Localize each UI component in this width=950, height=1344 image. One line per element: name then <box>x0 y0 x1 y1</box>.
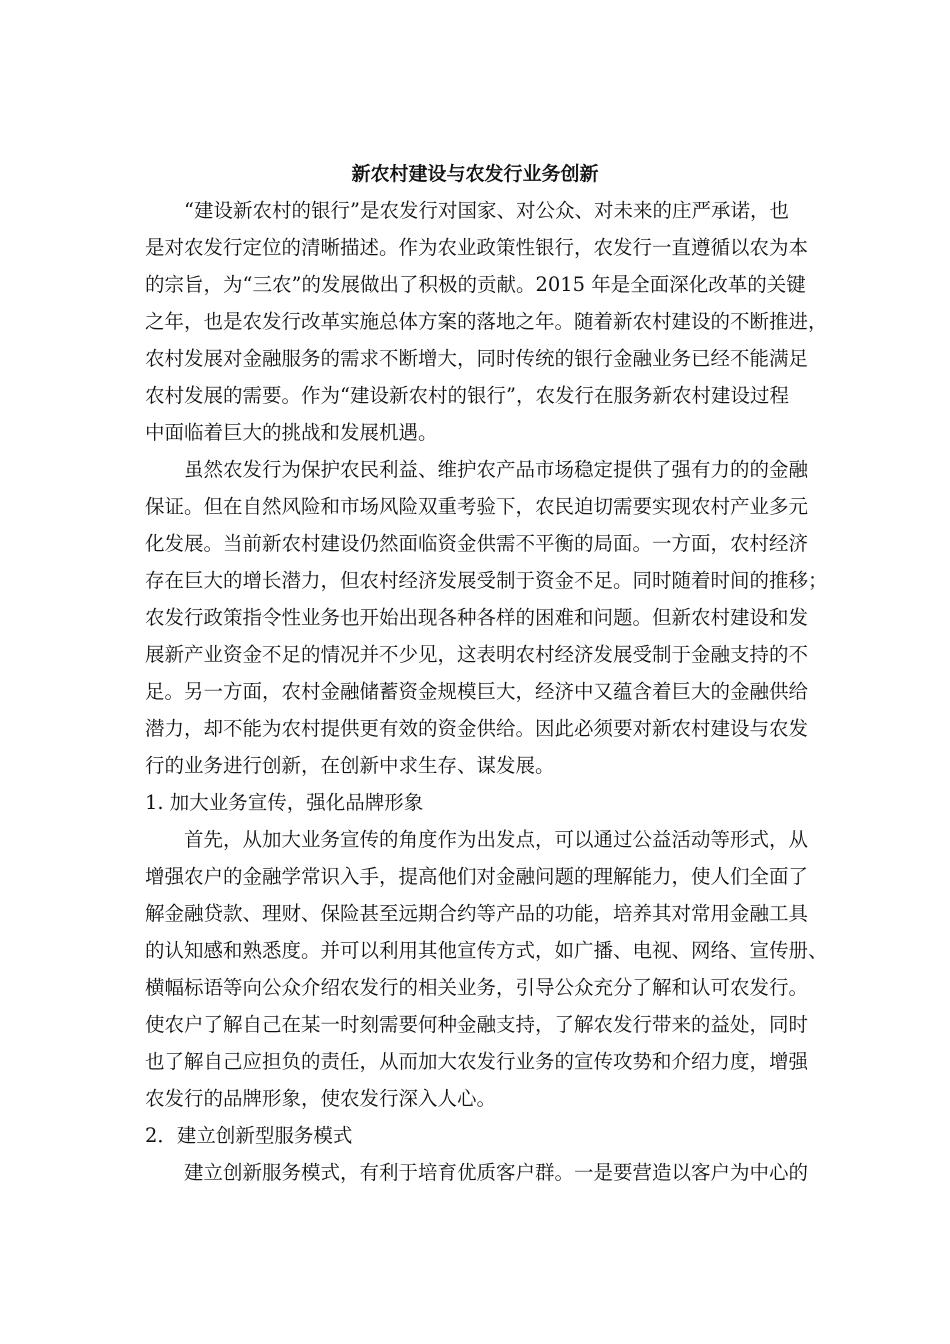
text-line: “建设新农村的银行”是农发行对国家、对公众、对未来的庄严承诺，也 <box>184 199 789 222</box>
text-line: 横幅标语等向公众介绍农发行的相关业务，引导公众充分了解和认可农发行。 <box>145 976 809 999</box>
text-line: 之年，也是农发行改革实施总体方案的落地之年。随着新农村建设的不断推进， <box>145 310 828 333</box>
text-line: 存在巨大的增长潜力，但农村经济发展受制于资金不足。同时随着时间的推移； <box>145 569 828 592</box>
text-line: 行的业务进行创新，在创新中求生存、谋发展。 <box>145 754 555 777</box>
text-line: 中面临着巨大的挑战和发展机遇。 <box>145 421 438 444</box>
text-line: 是对农发行定位的清晰描述。作为农业政策性银行，农发行一直遵循以农为本 <box>145 236 809 259</box>
text-line: 的认知感和熟悉度。并可以利用其他宣传方式，如广播、电视、网络、宣传册、 <box>145 939 828 962</box>
text-line: 化发展。当前新农村建设仍然面临资金供需不平衡的局面。一方面，农村经济 <box>145 532 809 555</box>
section-heading: 1. 加大业务宣传，强化品牌形象 <box>145 791 424 814</box>
text-line: 虽然农发行为保护农民利益、维护农产品市场稳定提供了强有力的的金融 <box>184 458 809 481</box>
text-line: 使农户了解自己在某一时刻需要何种金融支持，了解农发行带来的益处，同时 <box>145 1013 809 1036</box>
text-line: 保证。但在自然风险和市场风险双重考验下，农民迫切需要实现农村产业多元 <box>145 495 809 518</box>
text-line: 农发行的品牌形象，使农发行深入人心。 <box>145 1087 497 1110</box>
text-line: 增强农户的金融学常识入手，提高他们对金融问题的理解能力，使人们全面了 <box>145 865 809 888</box>
text-line: 解金融贷款、理财、保险甚至远期合约等产品的功能，培养其对常用金融工具 <box>145 902 809 925</box>
text-line: 潜力，却不能为农村提供更有效的资金供给。因此必须要对新农村建设与农发 <box>145 717 809 740</box>
text-line: 农村发展对金融服务的需求不断增大，同时传统的银行金融业务已经不能满足 <box>145 347 809 370</box>
text-line: 农村发展的需要。作为“建设新农村的银行”，农发行在服务新农村建设过程 <box>145 384 789 407</box>
text-line: 首先，从加大业务宣传的角度作为出发点，可以通过公益活动等形式，从 <box>184 828 809 851</box>
text-line: 足。另一方面，农村金融储蓄资金规模巨大，经济中又蕴含着巨大的金融供给 <box>145 680 809 703</box>
text-line: 也了解自己应担负的责任，从而加大农发行业务的宣传攻势和介绍力度，增强 <box>145 1050 809 1073</box>
section-heading: 2．建立创新型服务模式 <box>145 1124 353 1147</box>
document-title: 新农村建设与农发行业务创新 <box>351 163 599 185</box>
text-line: 农发行政策指令性业务也开始出现各种各样的困难和问题。但新农村建设和发 <box>145 606 809 629</box>
text-line: 的宗旨，为“三农”的发展做出了积极的贡献。2015 年是全面深化改革的关键 <box>145 273 806 296</box>
text-line: 建立创新服务模式，有利于培育优质客户群。一是要营造以客户为中心的 <box>184 1161 809 1184</box>
text-line: 展新产业资金不足的情况并不少见，这表明农村经济发展受制于金融支持的不 <box>145 643 809 666</box>
